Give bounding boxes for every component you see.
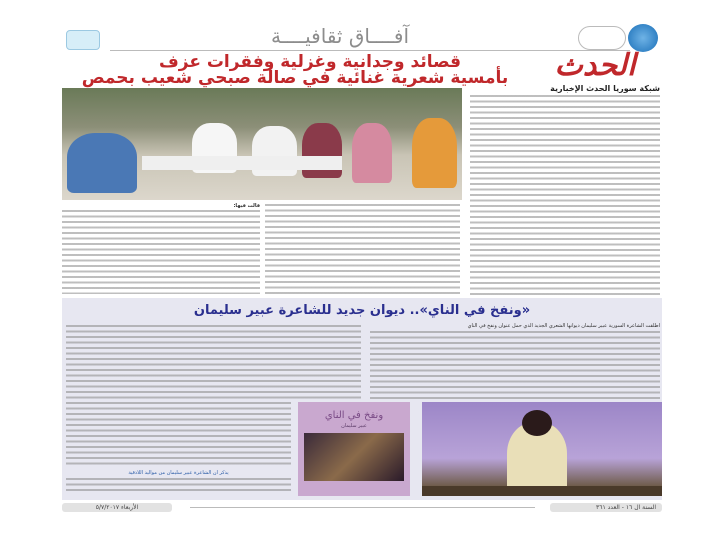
book-title: ونفخ في الناي — [324, 410, 384, 421]
event-photo — [62, 88, 462, 200]
section-title: آفــــاق ثقافيــــة — [270, 24, 410, 48]
book-author: عبير سليمان — [341, 423, 367, 429]
brand-logo: الحدث — [554, 48, 636, 83]
brand-tagline: شبكة سوريا الحدث الإخبارية — [550, 84, 660, 93]
poet-photo — [422, 402, 662, 496]
article2-lead: أطلقت الشاعرة السورية عبير سليمان ديوانها الشعري الجديد الذي حمل عنوان ونفخ في الناي — [370, 323, 660, 329]
caption-text: يذكر أن الشاعرة عبير سليمان من مواليد اللاذقية — [66, 470, 291, 476]
article1-left-column — [62, 210, 260, 294]
footer-issue: السنة ال ١٦ - العدد ٣٦١ — [550, 503, 662, 512]
headline-line1: قصائد وجدانية وغزلية وفقرات عزف — [159, 52, 461, 72]
column-subhead: قالت فيها: — [200, 203, 260, 209]
article2-left-column — [66, 325, 361, 399]
article1-middle-column — [265, 204, 460, 294]
photo-caption — [66, 470, 291, 496]
headline-line2: بأمسية شعرية غنائية في صالة صبحي شعيب بحمص — [81, 68, 509, 88]
book-cover — [298, 402, 410, 496]
article2-lower-column — [66, 402, 291, 466]
right-logo-circle — [578, 26, 626, 50]
left-logo — [66, 30, 100, 50]
article2-right-column — [370, 331, 660, 399]
article1-right-column — [470, 95, 660, 295]
footer-date: الأربعاء ٥/٧/٢٠١٧ — [62, 503, 172, 512]
footer-rule — [190, 507, 535, 508]
article2-headline: «ونفخ في الناي».. ديوان جديد للشاعرة عبير سليمان — [193, 303, 531, 318]
